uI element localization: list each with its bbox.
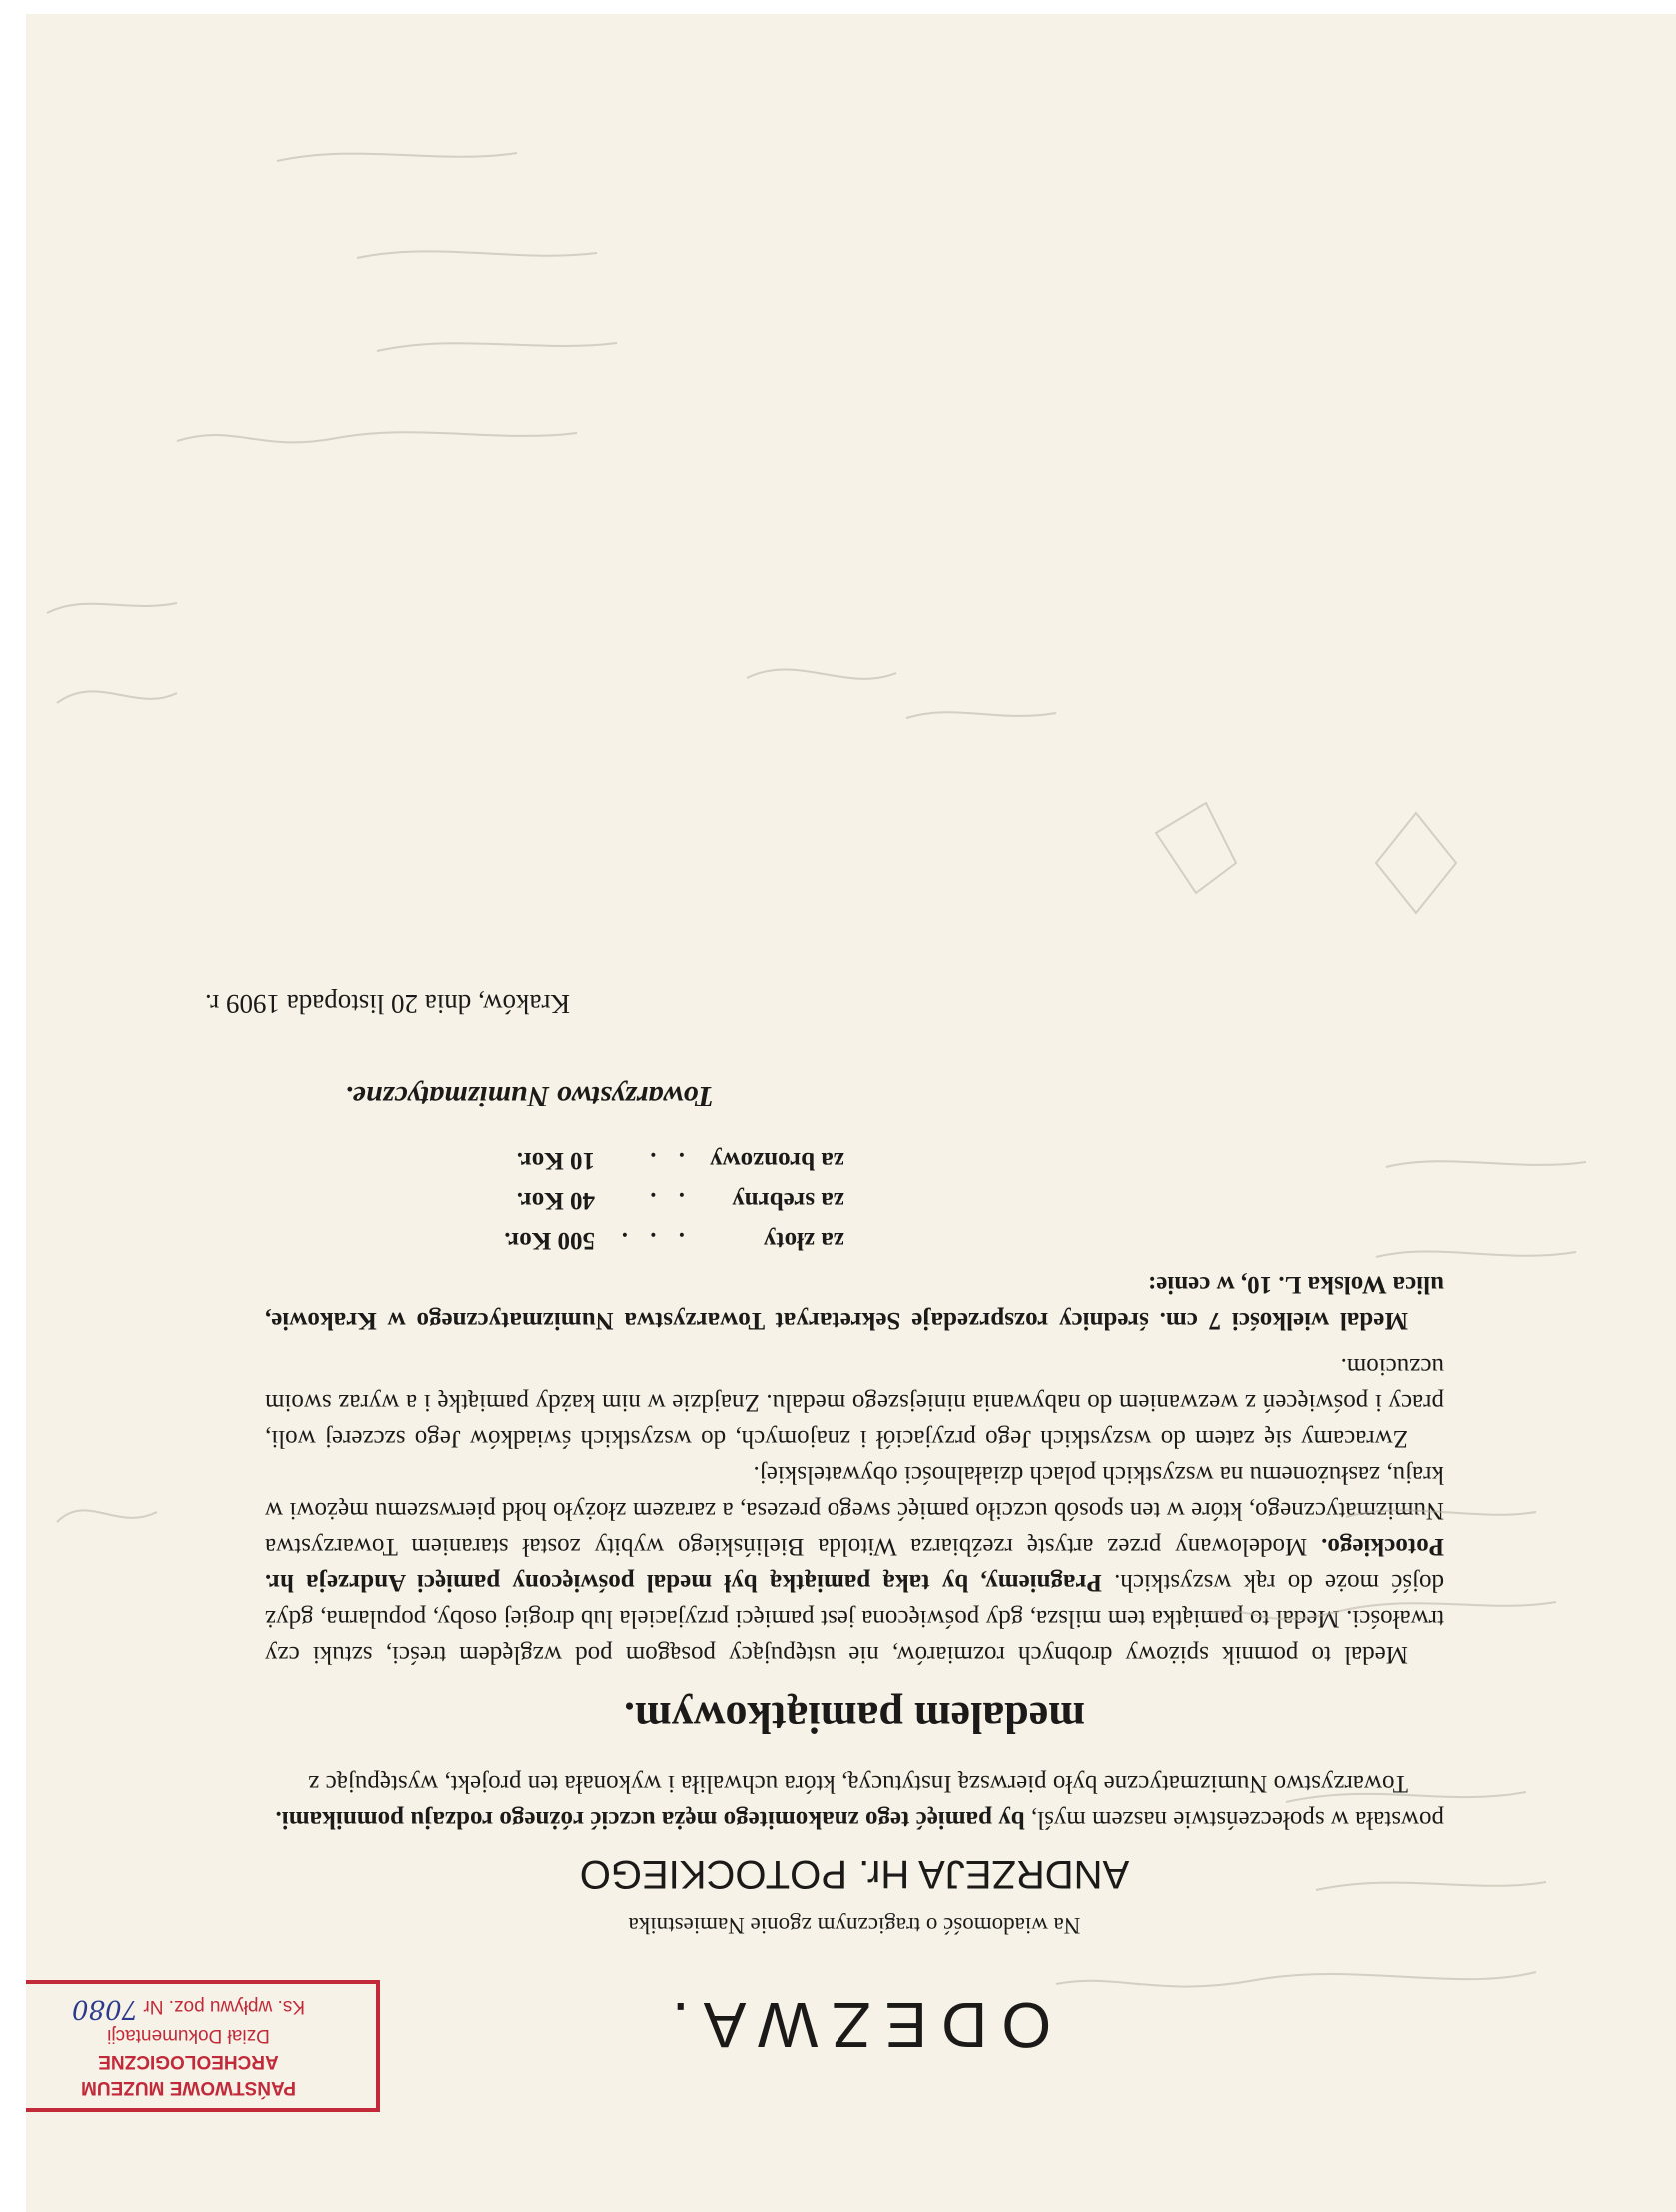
medal-offer-text: Medal wielkości 7 cm. średnicy rozsprzedaje Sekretaryat Towarzystwa Numizmatycznego w Krakowie, ulica Wolska L. 10, w cenie:: [265, 1271, 1444, 1334]
price-value: 10 Kor.: [516, 1147, 595, 1174]
price-label: za srebrny: [732, 1187, 844, 1214]
stamp-institution: PAŃSTWOWE MUZEUM ARCHEOLOGICZNE: [81, 2051, 296, 2098]
price-label: za bronzowy: [710, 1147, 844, 1174]
document-date: Kraków, dnia 20 listopada 1909 r.: [205, 989, 570, 1019]
printer-mark: [713, 104, 952, 113]
paragraph-3: [265, 1456, 1444, 1672]
price-row-bronze: [265, 1140, 844, 1180]
price-value: 500 Kor.: [504, 1227, 595, 1254]
price-label: za złoty: [763, 1227, 844, 1254]
paragraph-4: [265, 1348, 1444, 1456]
stamp-entry: [7, 1993, 370, 2022]
paragraph-1-bold: by pamięć tego znakomitego męża uczcić różnego rodzaju pomnikami.: [275, 1806, 1025, 1833]
medal-heading: medalem pamiątkowym.: [624, 1693, 1085, 1742]
paragraph-1: [265, 1801, 1444, 1837]
paragraph-2-text: Towarzystwo Numizmatyczne było pierwszą Instytucyą, która uchwaliła i wykonała ten projekt, występując z: [308, 1770, 1408, 1797]
museum-stamp: [0, 1980, 380, 2112]
price-value: 40 Kor.: [516, 1187, 595, 1214]
price-dots: . .: [642, 1187, 685, 1214]
price-row-gold: [265, 1220, 844, 1260]
intro-line: Na wiadomość o tragicznym zgonie Namiestnika: [628, 1913, 1081, 1938]
paragraph-3-part1: Medal to pomnik spiżowy drobnych rozmiarów, nie ustępujący posągom pod względem treści, sztuki czy trwałości. Medal to pamiątka tem milsza, gdy poświęcona jest pamięci przyjaciela lub drogiej osoby, popularna, gdyż dojść może do rąk wszystkich.: [265, 1569, 1444, 1668]
price-list: [265, 1140, 844, 1260]
stamp-entry-label: Ks. wpływu poz. Nr: [143, 1996, 305, 2017]
honoree-name: ANDRZEJA Hr. POTOCKIEGO: [579, 1852, 1130, 1896]
document-title: ODEZWA.: [657, 1989, 1052, 2061]
price-row-silver: [265, 1180, 844, 1220]
price-dots: . .: [642, 1147, 685, 1174]
signature-society: Towarzystwo Numizmatyczne.: [345, 1080, 714, 1112]
paragraph-3-bold: Pragniemy, by taką pamiątką był medal poświęcony pamięci Andrzeja hr. Potockiego.: [265, 1533, 1444, 1596]
paragraph-3-part2: Modelowany przez artystę rzeźbiarza Witolda Bielińskiego wybity został staraniem Towarzystwa Numizmatycznego, które w ten sposób uczciło pamięć swego prezesa, a zarazem złożyło hołd pierwszemu mężowi w kraju, zasłużonemu na wszystkich polach działalności obywatelskiej.: [265, 1461, 1444, 1560]
stamp-department: Dział Dokumentacji: [107, 2025, 270, 2046]
medal-offer: [265, 1266, 1444, 1338]
paragraph-4-text: Zwracamy się zatem do wszystkich Jego przyjaciół i znajomych, do wszystkich świadków Jego szczerej woli, pracy i poświęceń z wezwaniem do nabywania niniejszego medalu. Znajdzie w nim każdy pamiątkę i a wyraz swoim uczuciom.: [265, 1353, 1444, 1452]
paragraph-2: [265, 1765, 1444, 1801]
stamp-entry-number: 7080: [72, 1994, 139, 2024]
paragraph-1-plain: powstała w społeczeństwie naszem myśl,: [1024, 1806, 1444, 1833]
price-dots: . . .: [613, 1227, 685, 1254]
